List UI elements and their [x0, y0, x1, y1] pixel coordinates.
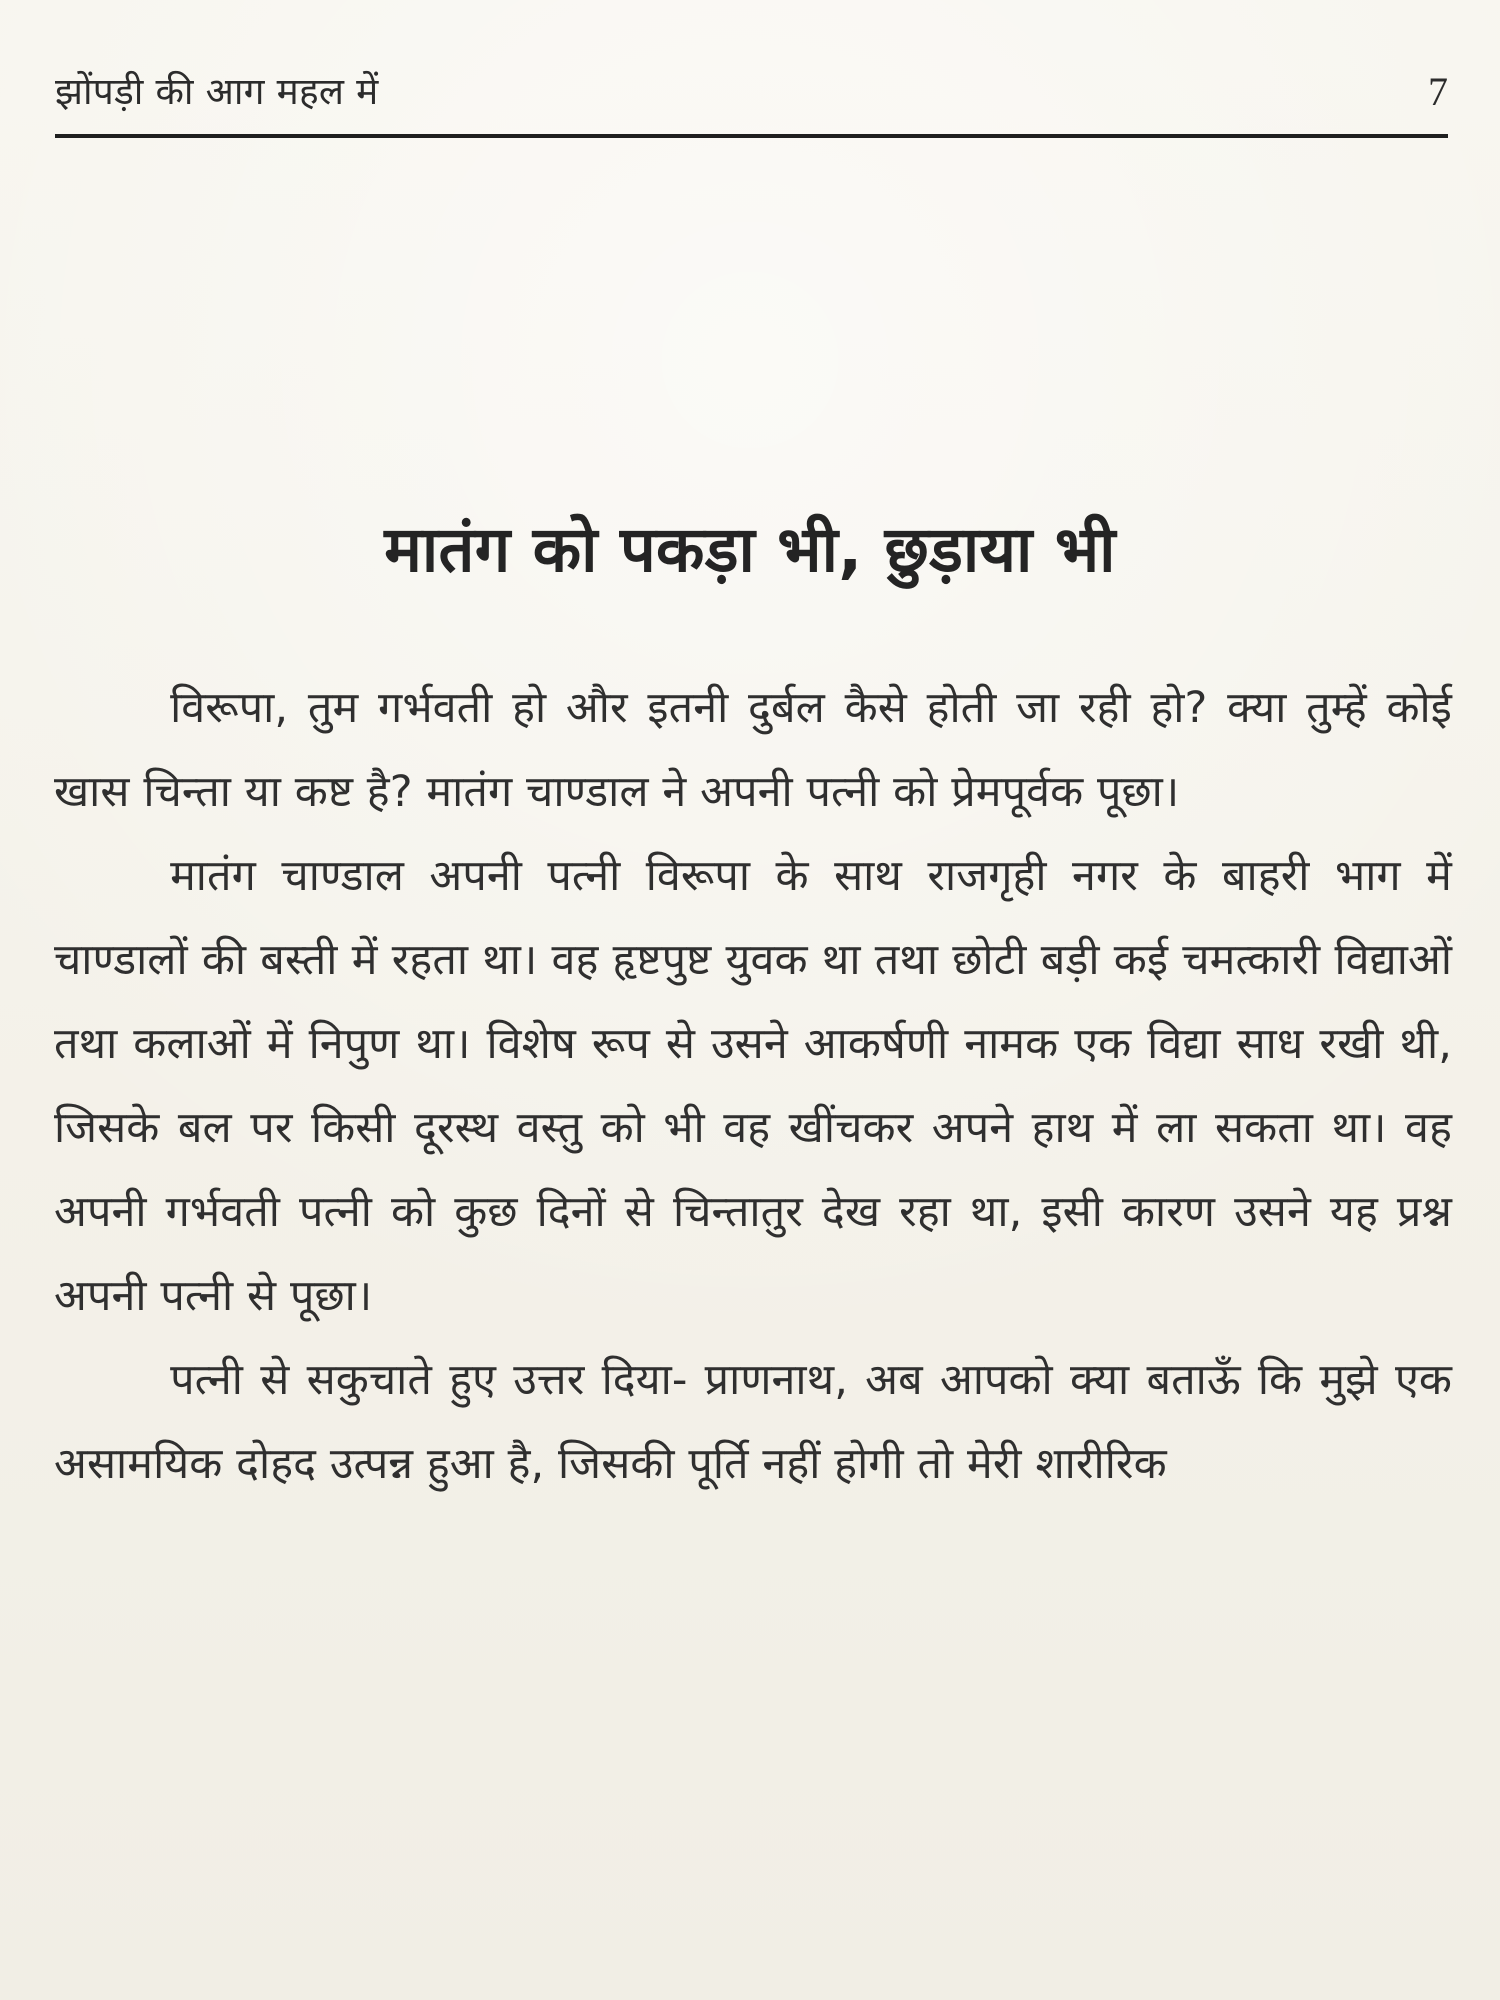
paragraph-3: पत्नी से सकुचाते हुए उत्तर दिया- प्राणनाथ, अब आपको क्या बताऊँ कि मुझे एक असामयिक दोहद उत्पन्न हुआ है, जिसकी पूर्ति नहीं होगी तो मेरी शारीरिक — [54, 1355, 1452, 1489]
chapter-body — [54, 666, 1452, 1506]
chapter-title: मातंग को पकड़ा भी, छुड़ाया भी — [384, 513, 1116, 587]
running-header-title: झोंपड़ी की आग महल में — [55, 70, 379, 113]
paragraph-1: विरूपा, तुम गर्भवती हो और इतनी दुर्बल कैसे होती जा रही हो? क्या तुम्हें कोई खास चिन्ता या कष्ट है? मातंग चाण्डाल ने अपनी पत्नी को प्रेमपूर्वक पूछा। — [54, 683, 1452, 817]
page-number: 7 — [1428, 69, 1448, 114]
paragraph-2: मातंग चाण्डाल अपनी पत्नी विरूपा के साथ राजगृही नगर के बाहरी भाग में चाण्डालों की बस्ती में रहता था। वह हृष्टपुष्ट युवक था तथा छोटी बड़ी कई चमत्कारी विद्याओं तथा कलाओं में निपुण था। विशेष रूप से उसने आकर्षणी नामक एक विद्या साध रखी थी, जिसके बल पर किसी दूरस्थ वस्तु को भी वह खींचकर अपने हाथ में ला सकता था। वह अपनी गर्भवती पत्नी को कुछ दिनों से चिन्तातुर देख रहा था, इसी कारण उसने यह प्रश्न अपनी पत्नी से पूछा। — [54, 851, 1452, 1321]
running-header — [55, 68, 1448, 138]
